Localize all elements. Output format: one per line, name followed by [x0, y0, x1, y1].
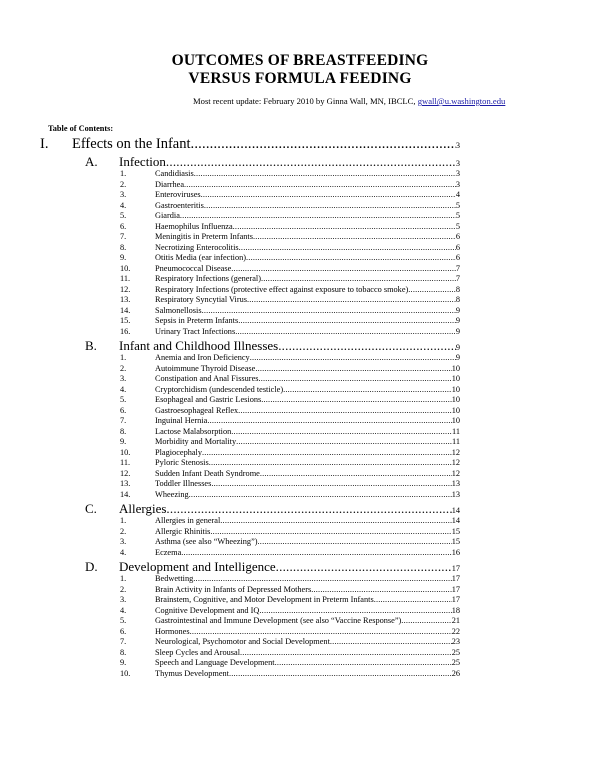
toc-dot-leader [275, 658, 452, 669]
toc-entry-page: 10 [451, 416, 460, 425]
toc-entry-page: 10 [451, 395, 460, 404]
toc-entry-page: 8 [455, 284, 460, 294]
toc-entry[interactable] [120, 316, 460, 327]
toc-dot-leader [235, 327, 456, 338]
toc-part[interactable] [40, 136, 460, 154]
toc-entry-page: 17 [451, 574, 460, 583]
toc-dot-leader [201, 190, 456, 201]
toc-entry[interactable] [120, 326, 460, 338]
toc-dot-leader [184, 180, 456, 191]
toc-entry[interactable] [120, 447, 460, 459]
toc-entry[interactable] [120, 374, 460, 385]
update-text: Most recent update: February 2010 by Ginna Wall, MN, IBCLC, [193, 96, 418, 106]
toc-entry[interactable] [120, 574, 460, 585]
toc-dot-leader [247, 295, 456, 306]
toc-entry-number: 9. [120, 437, 127, 446]
toc-entry-title: Respiratory Infections (general) [155, 274, 261, 283]
toc-entry-number: 5. [120, 211, 127, 220]
toc-entry-number: 10. [120, 668, 131, 678]
toc-entry-page: 5 [455, 200, 460, 210]
toc-entry[interactable] [120, 253, 460, 264]
toc-dot-leader [231, 427, 452, 438]
toc-entry[interactable] [120, 263, 460, 275]
toc-entry-number: 7. [120, 416, 127, 425]
toc-entry-title: Urinary Tract Infections [155, 326, 236, 336]
toc-entry-number: 8. [120, 242, 127, 252]
toc-entry-page: 7 [455, 263, 460, 273]
toc-dot-leader [259, 606, 451, 617]
toc-entry-title: Cognitive Development and IQ [155, 605, 260, 615]
toc-dot-leader [220, 516, 451, 527]
toc-entry-number: 5. [120, 395, 127, 404]
toc-entry-title: Pneumococcal Disease [155, 263, 232, 273]
toc-dot-leader [193, 574, 451, 585]
toc-entry[interactable] [120, 637, 460, 648]
toc-entry-page: 3 [455, 141, 460, 150]
toc-dot-leader [202, 306, 456, 317]
toc-entry-page: 25 [451, 647, 460, 657]
toc-entry-number: 9. [120, 658, 127, 667]
toc-dot-leader [207, 416, 451, 427]
toc-entry[interactable] [120, 458, 460, 469]
toc-entry-number: D. [85, 559, 98, 574]
toc-dot-leader [190, 627, 452, 638]
toc-entry-page: 10 [451, 374, 460, 383]
toc-entry-page: 14 [451, 516, 460, 525]
toc-entry-title: Gastroesophageal Reflex [155, 405, 239, 415]
toc-entry-number: 8. [120, 647, 127, 657]
toc-dot-leader [202, 448, 452, 459]
toc-entry-title: Anemia and Iron Deficiency [155, 353, 250, 362]
toc-entry-number: 3. [120, 537, 127, 546]
toc-entry-page: 11 [452, 426, 460, 436]
toc-entry-title: Allergies [119, 501, 167, 516]
toc-entry-page: 3 [455, 179, 460, 189]
toc-entry-title: Respiratory Syncytial Virus [155, 295, 247, 304]
toc-entry-page: 9 [455, 316, 460, 325]
toc-entry-number: 11. [120, 458, 131, 467]
toc-entry-title: Haemophilus Influenza [155, 221, 233, 231]
toc-dot-leader [236, 437, 452, 448]
toc-entry-page: 23 [451, 637, 460, 646]
toc-dot-leader [258, 537, 452, 548]
toc-entry-title: Bedwetting [155, 574, 194, 583]
toc-entry-number: I. [40, 136, 49, 152]
toc-entry[interactable] [120, 468, 460, 480]
toc-entry[interactable] [120, 211, 460, 222]
toc-entry-title: Morbidity and Mortality [155, 437, 237, 446]
toc-entry-page: 21 [451, 616, 460, 625]
toc-entry-page: 9 [455, 305, 460, 315]
toc-entry-number: 12. [120, 468, 131, 478]
toc-entry-number: 2. [120, 179, 127, 189]
toc-entry-title: Giardia [155, 211, 180, 220]
toc-entry-number: 9. [120, 253, 127, 262]
toc-entry-title: Otitis Media (ear infection) [155, 253, 247, 262]
toc-entry[interactable] [120, 647, 460, 659]
toc-entry-title: Gastrointestinal and Immune Development (see also “Vaccine Response”) [155, 616, 402, 625]
toc-entry-page: 17 [451, 584, 460, 594]
toc-entry[interactable] [120, 274, 460, 285]
toc-entry[interactable] [120, 616, 460, 627]
toc-entry-number: 4. [120, 200, 127, 210]
toc-entry-number: 14. [120, 305, 131, 315]
toc-dot-leader [189, 490, 452, 501]
toc-entry-number: 8. [120, 426, 127, 436]
toc-dot-leader [240, 648, 452, 659]
toc-entry-title: Lactose Malabsorption [155, 426, 232, 436]
toc-entry[interactable] [120, 516, 460, 527]
toc-entry-title: Sudden Infant Death Syndrome [155, 468, 260, 478]
toc-entry-number: 14. [120, 489, 131, 499]
toc-entry[interactable] [120, 595, 460, 606]
toc-entry-title: Effects on the Infant [72, 136, 191, 152]
toc-entry-title: Brainstem, Cognitive, and Motor Development in Preterm Infants [155, 595, 374, 604]
toc-entry-number: 4. [120, 547, 127, 557]
toc-entry[interactable] [120, 169, 460, 180]
update-line [193, 96, 505, 106]
toc-entry[interactable] [120, 305, 460, 317]
toc-dot-leader [180, 211, 456, 222]
toc-entry-title: Toddler Illnesses [155, 479, 212, 488]
toc-entry-number: 15. [120, 316, 131, 325]
toc-entry-title: Salmonellosis [155, 305, 202, 315]
toc-entry-page: 8 [455, 295, 460, 304]
toc-dot-leader [374, 595, 452, 606]
toc-entry-title: Enteroviruses [155, 190, 201, 199]
toc-entry-page: 10 [451, 405, 460, 415]
toc-entry-number: A. [85, 154, 98, 169]
toc-entry-number: 3. [120, 374, 127, 383]
toc-entry[interactable] [120, 584, 460, 596]
toc-entry-title: Wheezing [155, 489, 189, 499]
toc-entry-number: C. [85, 501, 97, 516]
toc-entry-title: Meningitis in Preterm Infants [155, 232, 253, 241]
toc-entry-page: 26 [451, 668, 460, 678]
toc-entry-number: 6. [120, 221, 127, 231]
toc-entry[interactable] [120, 605, 460, 617]
toc-entry-page: 5 [455, 221, 460, 231]
toc-entry-page: 18 [451, 605, 460, 615]
toc-entry-page: 25 [451, 658, 460, 667]
toc-entry-title: Allergies in general [155, 516, 221, 525]
toc-entry-page: 6 [455, 232, 460, 241]
toc-entry-title: Infant and Childhood Illnesses [119, 338, 279, 353]
toc-dot-leader [250, 353, 456, 364]
toc-entry-page: 9 [455, 343, 460, 352]
toc-dot-leader [260, 469, 452, 480]
toc-dot-leader [253, 232, 456, 243]
toc-entry-number: 13. [120, 479, 131, 488]
toc-entry[interactable] [120, 526, 460, 538]
toc-entry-page: 9 [455, 353, 460, 362]
toc-dot-leader [239, 243, 456, 254]
toc-entry-number: 7. [120, 637, 127, 646]
toc-dot-leader [229, 669, 452, 680]
toc-entry-page: 3 [455, 159, 460, 168]
toc-entry-title: Neurological, Psychomotor and Social Development [155, 637, 330, 646]
toc-entry-title: Cryptorchidism (undescended testicle) [155, 384, 284, 394]
toc-entry-page: 22 [451, 626, 460, 636]
toc-entry-title: Hormones [155, 626, 190, 636]
toc-entry[interactable] [120, 200, 460, 212]
toc-dot-leader [238, 406, 452, 417]
toc-entry[interactable] [120, 658, 460, 669]
toc-entry[interactable] [120, 437, 460, 448]
toc-entry-page: 17 [451, 595, 460, 604]
toc-dot-leader [166, 501, 451, 516]
toc-entry-page: 6 [455, 253, 460, 262]
toc-entry-title: Respiratory Infections (protective effect against exposure to tobacco smoke) [155, 284, 409, 294]
toc-entry[interactable] [120, 479, 460, 490]
toc-entry-title: Autoimmune Thyroid Disease [155, 363, 256, 373]
toc-dot-leader [181, 548, 451, 559]
toc-dot-leader [408, 285, 456, 296]
toc-entry-title: Thymus Development [155, 668, 229, 678]
toc-entry[interactable] [120, 353, 460, 364]
toc-entry[interactable] [120, 416, 460, 427]
toc-entry-page: 12 [451, 458, 460, 467]
toc-entry[interactable] [120, 295, 460, 306]
toc-entry-number: 16. [120, 326, 131, 336]
toc-entry[interactable] [120, 626, 460, 638]
toc-entry-page: 9 [455, 326, 460, 336]
toc-dot-leader [283, 385, 452, 396]
toc-entry-page: 15 [451, 526, 460, 536]
toc-entry-title: Gastroenteritis [155, 200, 204, 210]
toc-dot-leader [311, 585, 451, 596]
toc-entry-number: 5. [120, 616, 127, 625]
email-link[interactable]: gwall@u.washington.edu [417, 96, 506, 106]
toc-dot-leader [276, 559, 452, 574]
toc-entry-number: 11. [120, 274, 131, 283]
toc-entry[interactable] [120, 384, 460, 396]
toc-dot-leader [209, 458, 452, 469]
toc-entry[interactable] [120, 221, 460, 233]
toc-entry-number: 1. [120, 516, 127, 525]
toc-dot-leader [278, 338, 456, 353]
toc-dot-leader [261, 274, 456, 285]
toc-entry-title: Sleep Cycles and Arousal [155, 647, 241, 657]
toc-entry-number: B. [85, 338, 97, 353]
toc-entry[interactable] [120, 232, 460, 243]
toc-entry-number: 4. [120, 384, 127, 394]
toc-entry-number: 1. [120, 574, 127, 583]
toc-entry-page: 16 [451, 547, 460, 557]
toc-entry[interactable] [120, 284, 460, 296]
toc-entry-title: Plagiocephaly [155, 447, 203, 457]
toc-dot-leader [211, 479, 451, 490]
toc-dot-leader [210, 527, 451, 538]
document-title-line-2: VERSUS FORMULA FEEDING [188, 70, 412, 87]
toc-entry[interactable] [120, 242, 460, 254]
toc-entry-number: 12. [120, 284, 131, 294]
toc-dot-leader [255, 364, 451, 375]
toc-entry-page: 4 [455, 190, 460, 199]
toc-entry-number: 4. [120, 605, 127, 615]
toc-entry-title: Speech and Language Development [155, 658, 275, 667]
toc-entry-title: Esophageal and Gastric Lesions [155, 395, 262, 404]
toc-entry-title: Pyloric Stenosis [155, 458, 209, 467]
toc-entry[interactable] [120, 537, 460, 548]
toc-entry-page: 10 [451, 384, 460, 394]
toc-entry-number: 1. [120, 353, 127, 362]
toc-entry-page: 7 [455, 274, 460, 283]
toc-entry-title: Candidiasis [155, 169, 194, 178]
toc-entry-page: 5 [455, 211, 460, 220]
toc-entry-number: 6. [120, 405, 127, 415]
toc-entry-number: 10. [120, 263, 131, 273]
toc-entry[interactable] [120, 668, 460, 680]
toc-entry[interactable] [120, 395, 460, 406]
toc-dot-leader [233, 222, 456, 233]
toc-dot-leader [204, 201, 456, 212]
toc-dot-leader [194, 169, 456, 180]
toc-entry-page: 12 [451, 468, 460, 478]
toc-entry-title: Allergic Rhinitis [155, 526, 211, 536]
toc-entry-page: 17 [451, 564, 460, 573]
toc-entry-number: 2. [120, 526, 127, 536]
toc-label: Table of Contents: [48, 124, 114, 133]
toc-entry-page: 12 [451, 447, 460, 457]
toc-entry-number: 3. [120, 595, 127, 604]
toc-dot-leader [401, 616, 451, 627]
toc-entry[interactable] [120, 547, 460, 559]
toc-entry-title: Necrotizing Enterocolitis [155, 242, 239, 252]
toc-entry-page: 11 [452, 437, 460, 446]
toc-entry-number: 13. [120, 295, 131, 304]
toc-dot-leader [261, 395, 451, 406]
toc-entry-number: 10. [120, 447, 131, 457]
toc-dot-leader [231, 264, 456, 275]
toc-entry[interactable] [120, 405, 460, 417]
toc-entry[interactable] [120, 190, 460, 201]
toc-entry-title: Asthma (see also “Wheezing”) [155, 537, 258, 546]
toc-dot-leader [238, 316, 456, 327]
document-title-line-1: OUTCOMES OF BREASTFEEDING [171, 52, 429, 69]
toc-entry-number: 3. [120, 190, 127, 199]
toc-entry-page: 13 [451, 489, 460, 499]
toc-entry-page: 3 [455, 169, 460, 178]
toc-entry-title: Diarrhea [155, 179, 185, 189]
toc-entry-number: 2. [120, 584, 127, 594]
toc-dot-leader [258, 374, 451, 385]
toc-entry-number: 1. [120, 169, 127, 178]
toc-entry-number: 6. [120, 626, 127, 636]
toc-dot-leader [191, 136, 456, 152]
toc-dot-leader [330, 637, 452, 648]
toc-entry-page: 13 [451, 479, 460, 488]
toc-entry-title: Sepsis in Preterm Infants [155, 316, 239, 325]
toc-entry-title: Eczema [155, 547, 182, 557]
toc-entry[interactable] [120, 363, 460, 375]
toc-entry-title: Brain Activity in Infants of Depressed Mothers [155, 584, 312, 594]
toc-entry-page: 14 [451, 506, 460, 515]
toc-dot-leader [246, 253, 456, 264]
toc-entry[interactable] [120, 179, 460, 191]
toc-entry[interactable] [120, 489, 460, 501]
toc-entry-title: Constipation and Anal Fissures [155, 374, 259, 383]
toc-entry-title: Infection [119, 154, 166, 169]
toc-entry-title: Development and Intelligence [119, 559, 276, 574]
toc-entry-number: 2. [120, 363, 127, 373]
toc-entry-number: 7. [120, 232, 127, 241]
toc-entry-title: Inguinal Hernia [155, 416, 208, 425]
toc-dot-leader [166, 154, 456, 169]
toc-entry-page: 6 [455, 242, 460, 252]
toc-entry[interactable] [120, 426, 460, 438]
toc-entry-page: 15 [451, 537, 460, 546]
toc-entry-page: 10 [451, 363, 460, 373]
